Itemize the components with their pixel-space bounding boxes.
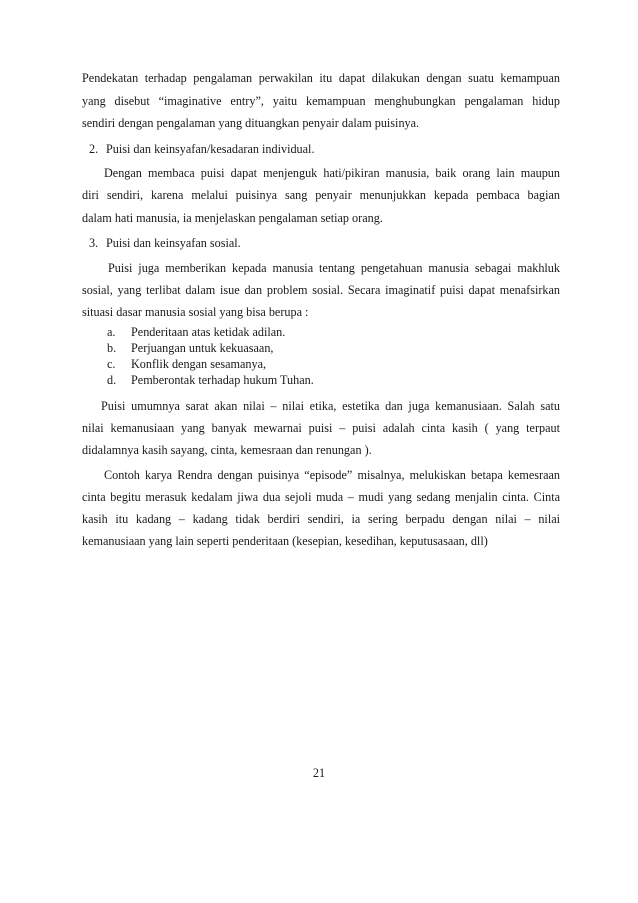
list-text: Perjuangan untuk kekuasaan, (131, 341, 274, 355)
list-item (107, 324, 285, 340)
paragraph-line: Pendekatan terhadap pengalaman perwakilan itu dapat dilakukan dengan suatu kemampuan (82, 71, 560, 85)
paragraph-line: yang disebut “imaginative entry”, yaitu kemampuan menghubungkan pengalaman hidup (82, 94, 560, 108)
list-item (107, 356, 266, 372)
list-marker: c. (107, 357, 116, 371)
paragraph-line: Dengan membaca puisi dapat menjenguk hati/pikiran manusia, baik orang lain maupun (104, 166, 560, 180)
paragraph-line: didalamnya kasih sayang, cinta, kemesraan dan renungan ). (82, 443, 372, 457)
paragraph-line: dalam hati manusia, ia menjelaskan pengalaman setiap orang. (82, 211, 383, 225)
list-text: Penderitaan atas ketidak adilan. (131, 325, 286, 339)
paragraph-line: cinta begitu merasuk kedalam jiwa dua sejoli muda – mudi yang sedang menjalin cinta. Cinta (82, 490, 560, 504)
section-number: 2. (89, 142, 99, 156)
paragraph-line: sendiri dengan pengalaman yang dituangkan penyair dalam puisinya. (82, 116, 420, 130)
paragraph-line: situasi dasar manusia sosial yang bisa berupa : (82, 305, 309, 319)
paragraph-line: kemanusiaan yang lain seperti penderitaan (kesepian, kesedihan, keputusasaan, dll) (82, 534, 488, 548)
section-number: 3. (89, 236, 99, 250)
list-text: Konflik dengan sesamanya, (131, 357, 267, 371)
list-marker: a. (107, 325, 116, 339)
list-item (107, 372, 314, 388)
section-heading-3 (89, 235, 241, 251)
paragraph-line: diri sendiri, karena melalui puisinya sang penyair menunjukkan kepada pembaca bagian (82, 188, 560, 202)
section-title: Puisi dan keinsyafan sosial. (106, 236, 241, 250)
page-number: 21 (312, 766, 326, 780)
section-title: Puisi dan keinsyafan/kesadaran individual. (106, 142, 315, 156)
paragraph-line: sosial, yang terlibat dalam isue dan problem sosial. Secara imaginatif puisi dapat menafsirkan (82, 283, 560, 297)
list-marker: d. (107, 373, 117, 387)
paragraph-line: Puisi umumnya sarat akan nilai – nilai etika, estetika dan juga kemanusiaan. Salah satu (101, 399, 560, 413)
section-heading-2 (89, 141, 315, 157)
paragraph-line: kasih itu kadang – kadang tidak berdiri sendiri, ia sering berpadu dengan nilai – nilai (82, 512, 560, 526)
list-item (107, 340, 273, 356)
list-text: Pemberontak terhadap hukum Tuhan. (131, 373, 314, 387)
list-marker: b. (107, 341, 117, 355)
paragraph-line: Contoh karya Rendra dengan puisinya “episode” misalnya, melukiskan betapa kemesraan (104, 468, 560, 482)
paragraph-line: nilai kemanusiaan yang banyak mewarnai puisi – puisi adalah cinta kasih ( yang terpaut (82, 421, 560, 435)
paragraph-line: Puisi juga memberikan kepada manusia tentang pengetahuan manusia sebagai makhluk (108, 261, 560, 275)
